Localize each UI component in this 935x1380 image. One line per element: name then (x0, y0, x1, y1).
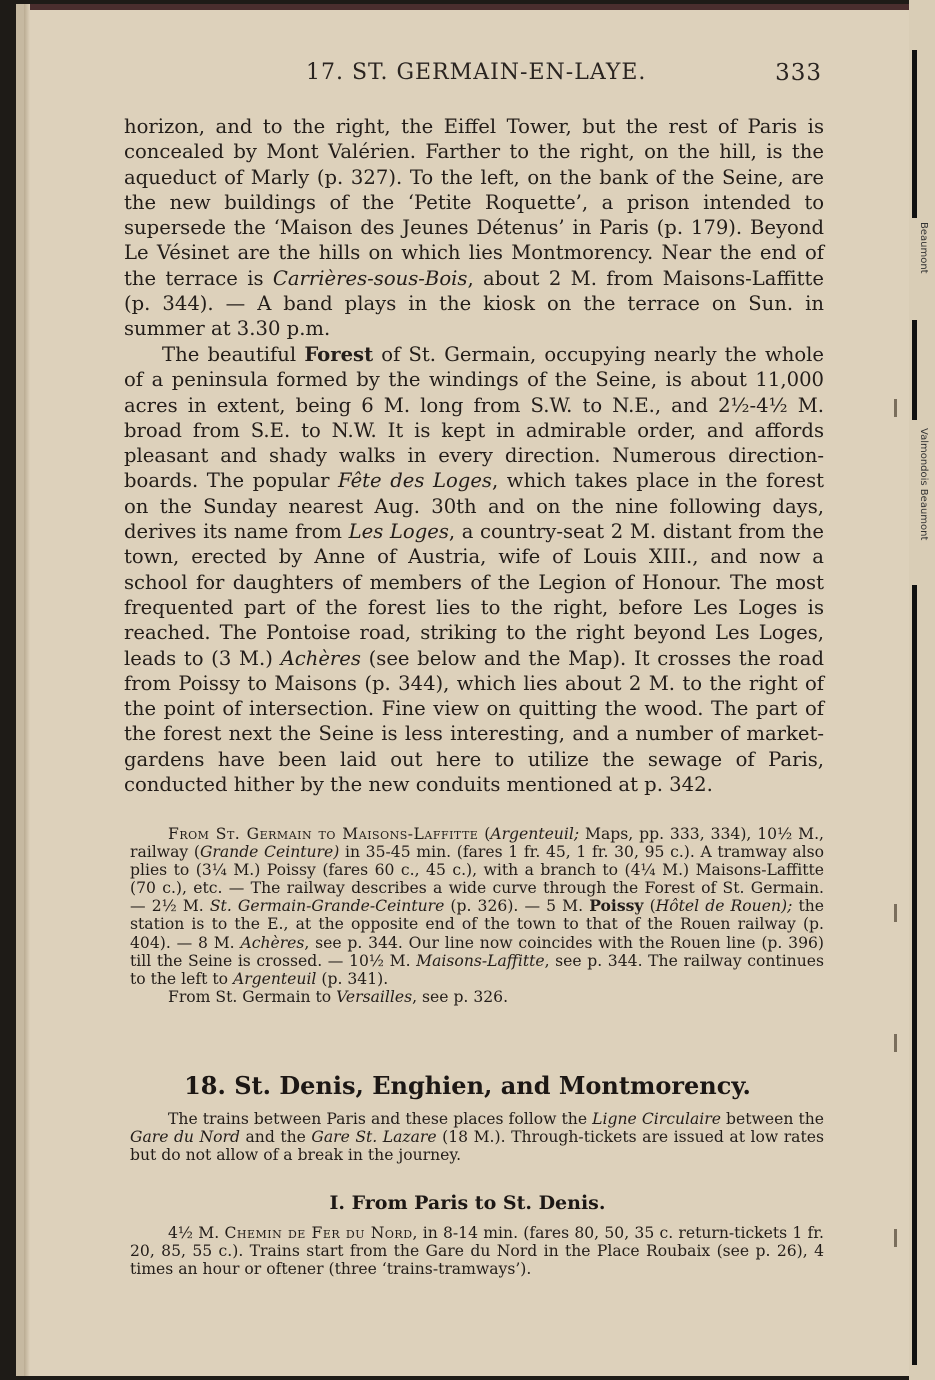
text-run: , which takes place in the forest on the Sunday nearest Aug. 30th and on the nine following days, derives its name from (124, 469, 824, 544)
italic-text: St. Germain-Grande-Ceinture (209, 897, 445, 916)
italic-text: Ligne Circulaire (592, 1110, 721, 1128)
text-run: (18 M.). Through-tickets are issued at low rates but do not allow of a break in the journey. (130, 1128, 824, 1165)
spine-label-valmondois: Valmondois Beaumont (918, 428, 929, 541)
page-top-edge (16, 4, 909, 10)
paragraph-forest (124, 342, 824, 797)
text-run: in 35-45 min. (fares 1 fr. 45, 1 fr. 30, 95 c.). A tramway also plies to (3¼ M.) Poissy (fares 60 c., 45 c.), with a branch to (4¼ M.) Maisons-Laffitte (70 c.), etc. — The railway describes a wide curve through the Forest of St. Germain. — 2½ M. (130, 843, 824, 916)
page-number: 333 (775, 60, 822, 86)
italic-versailles: Versailles (336, 987, 413, 1006)
italic-les-loges: Les Loges (348, 520, 449, 544)
note-maisons-laffitte (130, 825, 824, 1006)
text-run: ( (478, 825, 491, 843)
text-run: , about 2 M. from Maisons-Laffitte (p. 344). — A band plays in the kiosk on the terrace on Sun. in summer at 3.30 p.m. (124, 266, 824, 341)
paragraph-terrace (124, 114, 824, 342)
route-heading: From St. Germain to Maisons-Laffitte (168, 825, 479, 843)
bold-poissy: Poissy (589, 896, 644, 916)
margin-mark (894, 904, 897, 922)
text-run: The trains between Paris and these places follow the (168, 1110, 593, 1128)
adjacent-page-spine (909, 0, 935, 1380)
section-heading: 18. St. Denis, Enghien, and Montmorency. (184, 1071, 751, 1100)
text-run: From St. Germain to (168, 987, 337, 1006)
italic-fete-des-loges: Fête des Loges (338, 469, 492, 493)
text-run: , see p. 344. Our line now coincides with the Rouen line (p. 396) till the Seine is crossed. — 10½ M. (130, 933, 824, 970)
italic-text: Argenteuil; (490, 825, 580, 843)
italic-place-name: Carrières-sous-Bois (272, 266, 468, 290)
margin-mark (894, 1229, 897, 1247)
running-header (306, 60, 822, 90)
italic-text: Gare St. Lazare (311, 1128, 437, 1147)
margin-mark (894, 1034, 897, 1052)
page-left-edge (16, 4, 24, 1376)
page-fold-shadow (24, 4, 30, 1376)
spine-bar (912, 50, 917, 218)
italic-text: Gare du Nord (130, 1128, 240, 1147)
italic-text: Achères (240, 933, 305, 952)
text-run: , a country-seat 2 M. distant from the town, erected by Anne of Austria, wife of Louis XIII., and now a school for daughters of members of the Legion of Honour. The most frequented part of the forest lies to the right, before Les Loges is reached. The Pontoise road, striking to the right beyond Les Loges, leads to (3 M.) (124, 520, 824, 670)
spine-label-beaumont: Beaumont (918, 222, 929, 274)
paragraph-chemin-de-fer (130, 1224, 824, 1278)
text-run: (see below and the Map). It crosses the road from Poissy to Maisons (p. 344), which lies about 2 M. to the right of the point of intersection. Fine view on quitting the wood. The part of the forest next the Seine is less interesting, and a number of market-gardens have been laid out here to utilize the sewage of Paris, conducted hither by the new conduits mentioned at p. 342. (124, 646, 824, 797)
italic-text: Grande Ceinture) (199, 843, 340, 862)
subsection-heading: I. From Paris to St. Denis. (329, 1192, 606, 1214)
italic-text: Argenteuil (232, 969, 317, 988)
text-run: 4½ M. (168, 1224, 225, 1242)
text-run: , see p. 326. (412, 987, 509, 1006)
text-run: of St. Germain, occupying nearly the whole of a peninsula formed by the windings of the Seine, is about 11,000 acres in extent, being 6 M. long from S.W. to N.E., and 2½-4½ M. broad from S.E. to N.W. It is kept in admirable order, and affords pleasant and shady walks in every direction. Numerous direction-boards. The popular (124, 343, 824, 493)
running-title: 17. ST. GERMAIN-EN-LAYE. (306, 60, 647, 85)
margin-mark (894, 399, 897, 417)
italic-text: Maisons-Laffitte (416, 951, 545, 970)
bold-term-forest: Forest (304, 343, 374, 366)
text-run: (p. 326). — 5 M. (444, 897, 590, 916)
text-run: , see p. 344. The railway continues to the left to (130, 951, 824, 988)
italic-acheres: Achères (280, 646, 361, 670)
route-heading: Chemin de Fer du Nord (224, 1224, 413, 1242)
paragraph-ligne-circulaire (130, 1110, 824, 1164)
text-run: , in 8-14 min. (fares 80, 50, 35 c. return-tickets 1 fr. 20, 85, 55 c.). Trains start from the Gare du Nord in the Place Roubaix (see p. 26), 4 times an hour or oftener (three ‘trains-tramways’). (130, 1224, 824, 1279)
spine-bar (912, 585, 917, 1365)
italic-text: Hôtel de Rouen); (655, 897, 793, 916)
text-run: (p. 341). (316, 969, 389, 988)
text-run: and the (239, 1128, 312, 1147)
spine-bar (912, 320, 917, 420)
text-run: The beautiful (162, 343, 305, 366)
text-run: between the (720, 1110, 825, 1128)
text-run: the station is to the E., at the opposite end of the town to that of the Rouen railway (p. 404). — 8 M. (130, 897, 824, 952)
text-run: Maps, pp. 333, 334), 10½ M., railway ( (130, 825, 825, 862)
text-run: ( (643, 897, 656, 916)
text-run: horizon, and to the right, the Eiffel Tower, but the rest of Paris is concealed by Mont Valérien. Farther to the right, on the hill, is the aqueduct of Marly (p. 327). To the left, on the bank of the Seine, are the new buildings of the ‘Petite Roquette’, a prison intended to supersede the ‘Maison des Jeunes Détenus’ in Paris (p. 179). Beyond Le Vésinet are the hills on which lies Montmorency. Near the end of the terrace is (124, 115, 824, 290)
